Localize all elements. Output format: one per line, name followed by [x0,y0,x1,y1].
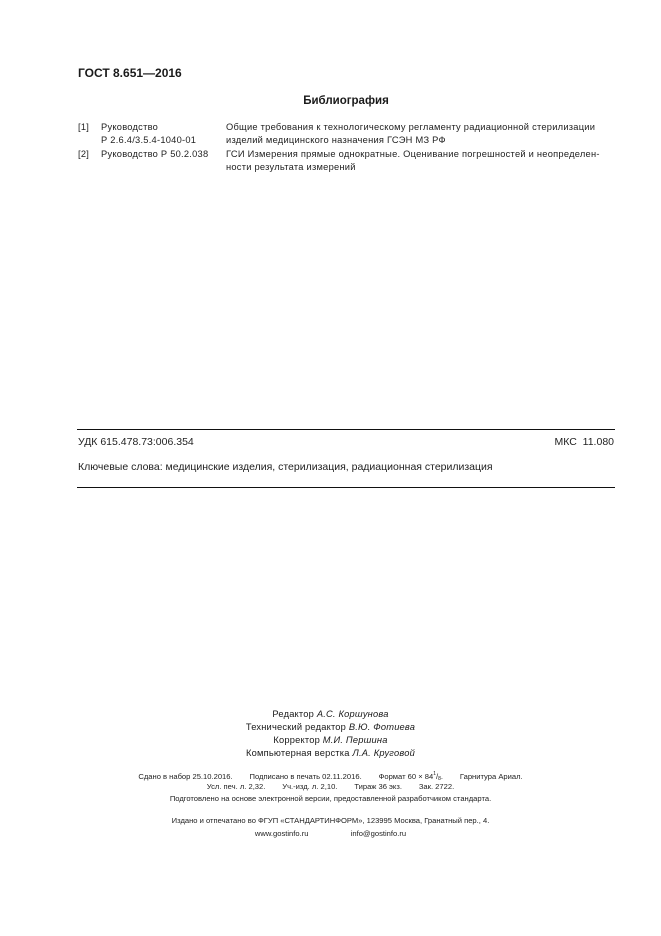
credit-name: М.И. Першина [322,735,388,745]
top-divider [77,429,615,430]
keywords: Ключевые слова: медицинские изделия, стерилизация, радиационная стерилизация [78,461,493,473]
entry-source-code: Р 2.6.4/3.5.4-1040-01 [101,135,197,145]
entry-number: [2] [78,149,90,159]
prepared-note: Подготовлено на основе электронной версии, предоставленной разработчиком стандарта. [169,794,492,803]
credit-layout [0,747,661,760]
email-link[interactable]: info@gostinfo.ru [350,829,407,838]
entry-source: Руководство [101,122,159,132]
publisher-contacts [0,828,661,841]
format-denominator: 8 [438,776,441,782]
format-text: Формат 60 × 84 [378,772,434,781]
format-numerator: 1 [433,771,436,777]
credit-name: Л.А. Круговой [352,748,415,758]
submitted-date: Сдано в набор 25.10.2016. [138,772,233,781]
credit-editor [0,708,661,721]
bibliography-title: Библиография [303,95,389,107]
format-suffix: . [440,772,444,781]
entry-number: [1] [78,122,90,132]
credit-proofreader [0,734,661,747]
mks-code: МКС 11.080 [554,436,614,448]
credit-name: В.Ю. Фотиева [348,722,416,732]
circulation: Тираж 36 экз. [354,782,402,791]
publisher-address: Издано и отпечатано во ФГУП «СТАНДАРТИНФОРМ», 123995 Москва, Гранатный пер., 4. [171,816,490,825]
credit-role: Корректор [273,735,323,745]
credit-role: Редактор [272,709,317,719]
entry-description-cont: изделий медицинского назначения ГСЭН МЗ РФ [226,135,446,145]
order-number: Зак. 2722. [418,782,455,791]
credits-block [0,708,661,760]
entry-description: ГСИ Измерения прямые однократные. Оценивание погрешностей и неопределен- [226,149,600,159]
entry-description: Общие требования к технологическому регламенту радиационной стерилизации [226,122,596,132]
credit-name: А.С. Коршунова [316,709,389,719]
typeface: Гарнитура Ариал. [459,772,523,781]
entry-description-cont: ности результата измерений [226,162,356,172]
credit-role: Технический редактор [245,722,349,732]
udk-code: УДК 615.478.73:006.354 [78,436,194,448]
website-link[interactable]: www.gostinfo.ru [254,829,309,838]
entry-source: Руководство Р 50.2.038 [101,149,209,159]
signed-date: Подписано в печать 02.11.2016. [249,772,362,781]
bottom-divider [77,487,615,488]
standard-code-header: ГОСТ 8.651—2016 [78,66,182,80]
format: Формат $60 \times 84^1/_8$. [378,771,444,782]
imprint-line-2 [0,781,661,794]
credit-role: Компьютерная верстка [246,748,353,758]
publishing-sheets: Уч.-изд. л. 2,10. [282,782,338,791]
print-sheets: Усл. печ. л. 2,32. [206,782,266,791]
credit-tech-editor [0,721,661,734]
